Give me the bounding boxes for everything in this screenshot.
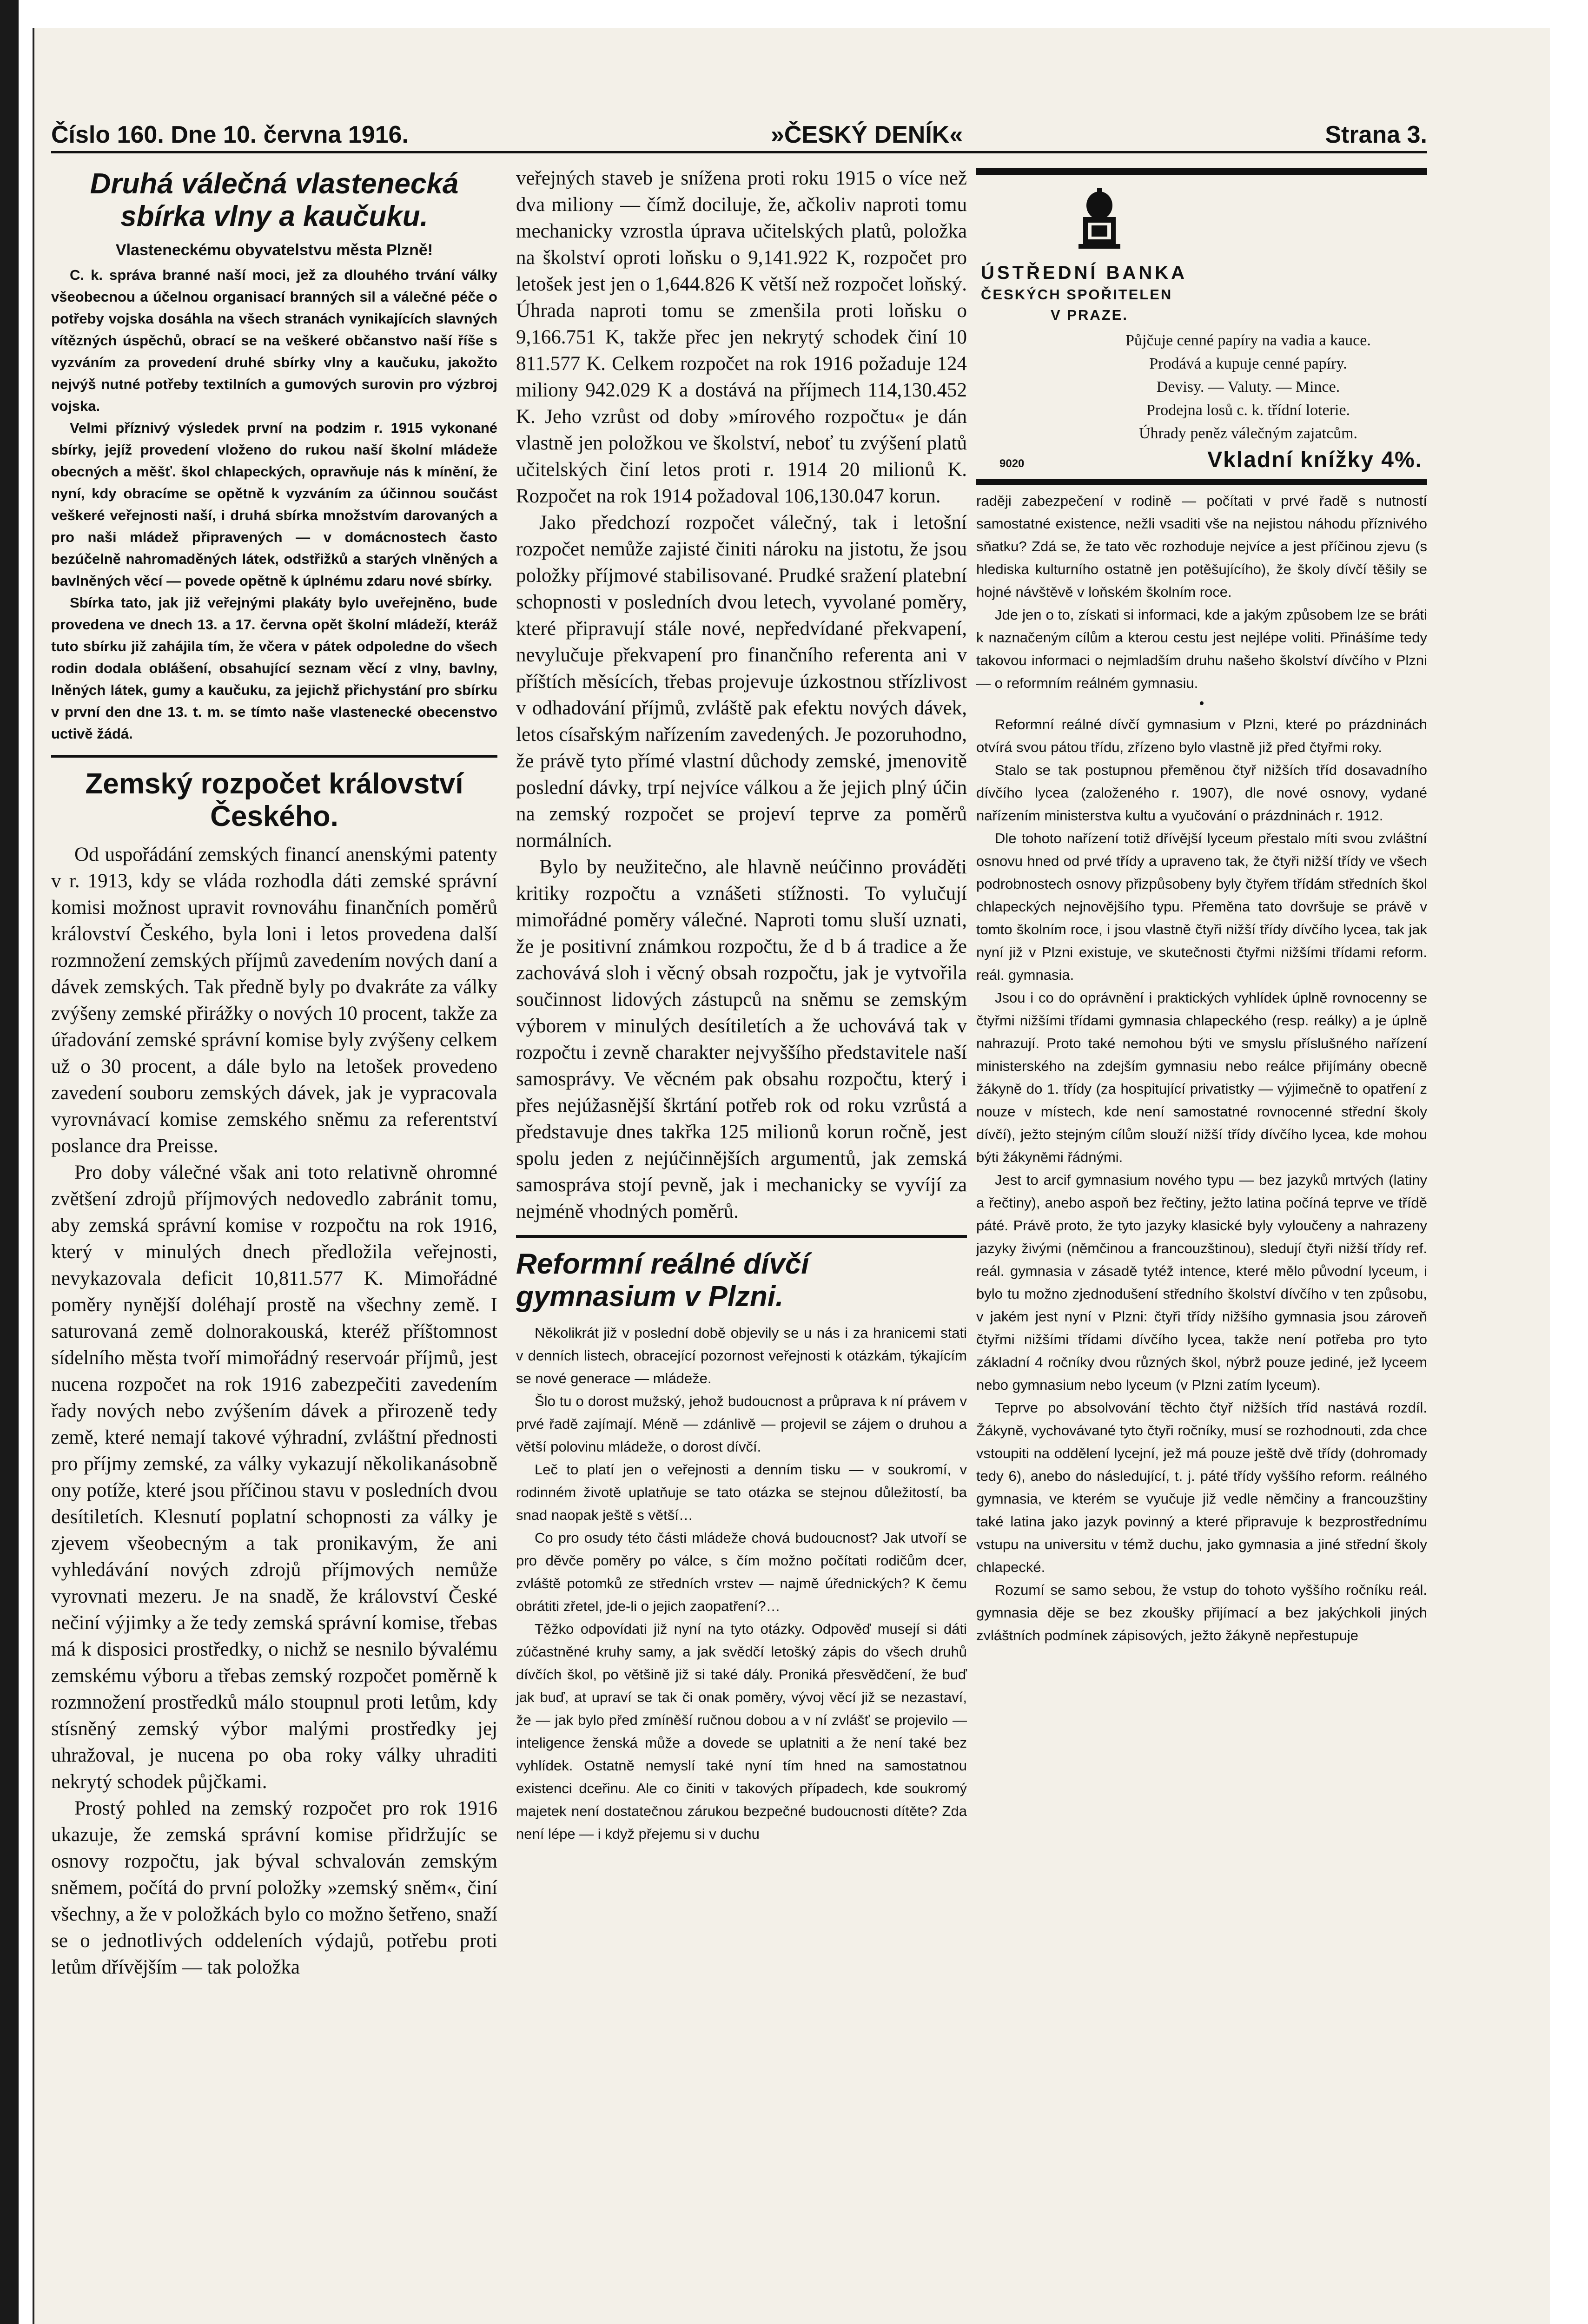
- article-paragraph: Co pro osudy této části mládeže chová budoucnost? Jak utvoří se pro děvče poměry po válce, s čím možno počítati rodičům dcer, zvláště potomků ze středních vrstev — najmě úřednických? K čemu obrátiti zřetel, jde-li o jejich zaopatření?…: [516, 1530, 967, 1614]
- article-paragraph: Od uspořádání zemských financí anenskými patenty v r. 1913, kdy se vláda rozhodla dáti zemské správní komisi možnost upravit rovnováhu finančních poměrů království Českého, byla loni i letos provedena další rozmnožení zemských příjmů zavedením nových daní a dávek zemských. Tak předně byly po dvakráte za války zvýšeny zemské přirážky o nových 10 procent, takže za úřadování zemské správní komise byly zvýšeny celkem už o 30 procent, a dále bylo na letošek provedeno zavedení souboru zemských dávek, jak je vypracovala vyrovnávací komise zemského sněmu za referentství poslance dra Preisse.: [51, 844, 498, 1157]
- page-edge-shadow: [0, 0, 19, 2324]
- article-paragraph: C. k. správa branné naší moci, jež za dlouhého trvání války všeobecnou a účelnou organisací branných sil a válečné péče o potřeby vojska dosáhla na všech stranách vynikajících slavných vítězných úspěchů, obrací se na veškeré občanstvo naší říše s vyzváním za provedení druhé sbírky vlny a kaučuku, jakožto nejvýš nutné potřeby textilních a gumových surovin pro výzbroj vojska.: [51, 267, 497, 414]
- article-paragraph: Teprve po absolvování těchto čtyř nižších tříd nastává rozdíl. Žákyně, vychovávané tyto čtyři ročníky, musí se rozhodnouti, zda chce vstoupiti na oddělení lycejní, jež má pouze ještě dvě třídy (dohromady tedy 6), anebo do následující, t. j. páté třídy vyššího reform. reálného gymnasia, ve kterém se vyučuje již vedle němčiny a francouzštiny také latina jako jazyk povinný a které připravuje k bezprostřednímu vstupu na universitu v témž duchu, jako gymnasia a jiné střední školy chlapecké.: [976, 1400, 1427, 1575]
- bank-service-line: Půjčuje cenné papíry na vadia a kauce.: [1125, 332, 1371, 349]
- article-paragraph: Jde jen o to, získati si informaci, kde a jakým způsobem lze se bráti k naznačeným cílům a kterou cestu jest nejlépe voliti. Přinášíme tedy takovou informaci o nejmladším druhu našeho školství dívčího v Plzni — o reformním reálném gymnasiu.: [976, 607, 1427, 691]
- section-divider: [51, 755, 497, 758]
- header-paper-title: »ČESKÝ DENÍK«: [771, 121, 963, 148]
- article-paragraph: Stalo se tak postupnou přeměnou čtyř nižších tříd dosavadního dívčího lycea (založeného r. 1907), dle nové osnovy, vydané nařízením ministerstva kultu a vyučování o prázdninách r. 1912.: [976, 762, 1427, 824]
- bank-services: [981, 329, 1423, 445]
- bank-city: V PRAZE.: [1051, 307, 1128, 323]
- article-paragraph: Dle tohoto nařízení totiž dřívější lyceum přestalo míti svou zvláštní osnovu hned od prvé třídy a upraveno tak, že čtyři nižší třídy ve všech podrobnostech osnovy přizpůsobeny byly čtyřem třídám středních škol chlapeckých nejnovějšího typu. Přeměna tato dovršuje se právě v tomto školním roce, i jsou vlastně čtyři nižší třídy dívčího lycea, tak jak nyní již v Plzni existuje, ve skutečnosti čtyřmi nižšími třídami reform. reál. gymnasia.: [976, 830, 1427, 983]
- article-paragraph: Jako předchozí rozpočet válečný, tak i letošní rozpočet nemůže zajisté činiti nároku na jistotu, že jsou položky příjmové stabilisované. Prudké sražení platební schopnosti v posledních dvou letech, vyvolané poměry, které připravují stále nové, nepředvídané překvapení, nevylučuje překvapení pro finančního referenta ani v příštích měsících, třebas projevuje úzkostnou střízlivost v odhadování příjmů, zvláště pak efektu nových dávek, letos císařským nařízením zavedených. Je pozoruhodno, že právě tyto přímé vlastní důchody zemské, jmenovitě poslední dávky, trpí nejvíce válkou a že jejich plný účin na zemský rozpočet se projeví teprve za poměrů normálních.: [516, 512, 967, 852]
- article-title-rozpocet: Zemský rozpočet království Českého.: [85, 768, 463, 832]
- bank-emblem-icon: [1069, 185, 1130, 254]
- bank-name: ÚSTŘEDNÍ BANKA: [981, 263, 1187, 283]
- article-paragraph: Prostý pohled na zemský rozpočet pro rok 1916 ukazuje, že zemská správní komise přidržujíc se osnovy rozpočtu, jak býval schvalován zemským sněmem, počítá do první položky »zemský sněm«, činí všechny, a že v položkách bylo co možno šetřeno, snaží se o jednotlivých oddeleních výdajů, potřebu proti letům dřívějším — tak položka: [51, 1797, 497, 1978]
- article-paragraph: raději zabezpečení v rodině — počítati v prvé řadě s nutností samostatné existence, nežli vsaditi vše na nejistou náhodu příznivého sňatku? Zdá se, že tato věc rozhoduje nejvíce a jest příčinou zjevu (s hlediska kulturního ostatně jen potěšujícího), že školy dívčí těšily se hojné návštěvě v loňském školním roce.: [976, 493, 1427, 600]
- article-title-gymnasium: Reformní reálné dívčí gymnasium v Plzni.: [516, 1248, 809, 1313]
- article-paragraph: Pro doby válečné však ani toto relativně ohromné zvětšení zdrojů příjmových nedovedlo zabránit tomu, aby zemská správní komise v rozpočtu na rok 1916, který v minulých dnech předložila veřejnosti, nevykazovala deficit 10,811.577 K. Mimořádné poměry nynější doléhají prostě na všechny země. I saturovaná země dolnorakouská, kteréž příštomnost sídelního města tvoří mimořádný reservoár příjmů, jest nucena rozpočet na rok 1916 zabezpečiti zavedením řady nových nebo zvýšením dávek a přirozeně tedy země, které nemají takové výhradní, zvláštní přednosti pro příjmy zemské, za války vykazují několikanásobně ony potíže, které jsou příčinou stavu v posledních dvou desítiletích. Klesnutí poplatní schopnosti za války je zjevem všeobecným a tak pronikavým, že ani vyhledávání nových zdrojů příjmových nemůže vyrovnati mezeru. Je na snadě, že království České nečiní výjimky a že tedy zemská správní komise, třebas má k disposici prostředky, o nichž se nesnilo bývalému zemskému výboru a třebas zemský rozpočet poměrně k rozmnožení prostředků málo stoupnul proti letům, kdy stísněný zemský výbor malými prostředky jej uhražoval, je nucena po oba roky války uhraditi nekrytý schodek půjčkami.: [51, 1162, 497, 1793]
- article-paragraph: Velmi příznivý výsledek první na podzim r. 1915 vykonané sbírky, jejíž provedení vloženo do rukou naší školní mládeže obecných a měšť. škol chlapeckých, opravňuje nás k mínění, že nyní, kdy obracíme se opětně k vyzváním za účinnou součást veškeré veřejnosti naší, i druhá sbírka množstvím darovaných a pro naši mládež připravených — v domácnostech často bezúčelně nahromaděných látek, odstřižků a starých vlněných a bavlněných věcí — povede opětně k úplnému zdaru nové sbírky.: [51, 420, 497, 589]
- column-3: [976, 165, 1427, 1647]
- article-paragraph: Jest to arcif gymnasium nového typu — bez jazyků mrtvých (latiny a řečtiny), anebo aspoň bez řečtiny, ježto latina počíná teprve ve třídě páté. Právě proto, že tyto jazyky klasické byly vyloučeny a nahrazeny jazyky živými (němčinou a francouzštinou), sledují čtyři nižší třídy ref. reál. gymnasia v zásadě tytéž intence, které mělo původní lyceum, i bylo tu možno zjednodušení středního školství dívčího v ten způsobu, v jakém jest nyní v Plzni: čtyři třídy nižšího gymnasia jsou zároveň čtyřmi nižšími třídami dívčího lycea, takže není potřeba pro tyto základní 4 ročníky dvou různých škol, nýbrž pouze jediné, jež lyceem nebo gymnasium nebo lyceum (v Plzni zatím lyceum).: [976, 1172, 1427, 1393]
- header-issue-date: Číslo 160. Dne 10. června 1916.: [51, 121, 409, 148]
- bank-advertisement: [976, 168, 1427, 485]
- article-paragraph: Šlo tu o dorost mužský, jehož budoucnost a průprava k ní právem v prvé řadě zajímají. Méně — zdánlivě — projevil se zájem o druhou a větší polovinu mládeže, o dorost dívčí.: [516, 1393, 967, 1455]
- bank-service-line: Prodejna losů c. k. třídní loterie.: [1146, 402, 1350, 419]
- section-divider: [516, 1235, 967, 1238]
- article-title-sbirka: Druhá válečná vlastenecká sbírka vlny a kaučuku.: [90, 168, 459, 232]
- article-paragraph: Leč to platí jen o veřejnosti a denním tisku — v soukromí, v rodinném životě uplatňuje se tato otázka se stejnou důležitostí, ba snad naopak ještě s větší…: [516, 1461, 967, 1523]
- article-paragraph: Sbírka tato, jak již veřejnými plakáty bylo uveřejněno, bude provedena ve dnech 13. a 17. června opět školní mládeží, kteráž tuto sbírku již zahájila tím, že včera v pátek odpoledne do všech rodin dodala oblášení, obsahující seznam věcí z vlny, bavlny, lněných látek, gumy a kaučuku, za jejichž přichystání pro sbírku v první den dne 13. t. m. se tímto naše vlastenecké obecenstvo uctivě žádá.: [51, 594, 497, 742]
- article-paragraph: Reformní reálné dívčí gymnasium v Plzni, které po prázdninách otvírá svou pátou třídu, zřízeno bylo vlastně již před čtyřmi roky.: [976, 716, 1427, 755]
- column-1: [51, 165, 497, 1981]
- ad-number: 9020: [999, 457, 1025, 470]
- bank-service-line: Úhrady peněz válečným zajatcům.: [1138, 425, 1358, 442]
- savings-book-rate: Vkladní knížky 4%.: [1207, 448, 1423, 472]
- article-paragraph: Rozumí se samo sebou, že vstup do tohoto vyššího ročníku reál. gymnasia děje se bez zkoušky přijímací a bez jakýchkoli jiných zvláštních podmínek zápisových, ježto žákyně nepřestupuje: [976, 1582, 1427, 1644]
- article-paragraph: Bylo by neužitečno, ale hlavně neúčinno prováděti kritiky rozpočtu a vznášeti stížnosti. To vylučují mimořádné poměry válečné. Naproti tomu sluší uznati, že je positivní známkou rozpočtu, že d b á tradice a že zachovává sloh i věcný obsah rozpočtu, jak je vytvořila součinnost lidových zástupců na sněmu se zemským výborem v minulých desítiletích a že uchovává tak v rozpočtu i zevně charakter nejvyššího představitele naší samosprávy. Ve věcném pak obsahu rozpočtu, který i přes nejúžasnější škrtání potřeb rok od roku vzrůstá a představuje dnes takřka 125 milionů korun ročně, jest spolu jeden z nejúčinnějších argumentů, jak zemská samospráva stojí pevně, jak i mechanicky se vyvíjí za nejméně vhodných poměrů.: [516, 856, 967, 1222]
- article-paragraph: Jsou i co do oprávnění i praktických vyhlídek úplně rovnocenny se čtyřmi nižšími třídami gymnasia chlapeckého (resp. reálky) a je úplně nahrazují. Proto také nemohou býti ve smyslu příslušného nařízení ministerského na zdejším gymnasiu nebo reálce přijímány obecně žákyně do 1. třídy (za hospitující privatistky — výjimečně to opatření z nouze v místech, kde není samostatné rovnocenné střední školy dívčí), ježto stejným cílům slouží nižší třídy dívčího lycea, kde mohou býti žákyněmi řádnými.: [976, 990, 1427, 1165]
- column-2: [516, 165, 967, 1845]
- separator-dot: •: [1199, 695, 1204, 712]
- article-paragraph: Několikrát již v poslední době objevily se u nás i za hranicemi stati v denních listech, obracející pozornost veřejnosti k otázkám, týkajícím se nové generace — mládeže.: [516, 1325, 967, 1386]
- header-page-number: Strana 3.: [1325, 121, 1427, 148]
- bank-service-line: Prodává a kupuje cenné papíry.: [1149, 355, 1347, 372]
- bank-name-line2: ČESKÝCH SPOŘITELEN: [981, 286, 1173, 303]
- bank-service-line: Devisy. — Valuty. — Mince.: [1156, 378, 1340, 396]
- page-header: [51, 119, 1427, 153]
- article-paragraph: veřejných staveb je snížena proti roku 1915 o více než dva miliony — čímž dociluje, že, ačkoliv naproti tomu mechanicky vzrostla úprava učitelských platů, položka na školství oproti loňsku o 9,141.922 K, rozpočet pro letošek jest jen o 1,644.826 K větší než rozpočet loňský. Úhrada naproti tomu se zmenšila proti loňsku o 9,166.751 K, takže přec jen nekrytý schodek činí 10 811.577 K. Celkem rozpočet na rok 1916 požaduje 124 miliony 942.029 K a dostává na příjmech 114,130.452 K. Jeho vzrůst od doby »mírového rozpočtu« je dán vlastně jen položkou ve školství, neboť tu zvýšení platů učitelských činí letos proti r. 1914 20 milionů K. Rozpočet na rok 1914 požadoval 106,130.047 korun.: [516, 167, 967, 507]
- article-address: Vlasteneckému obyvatelstvu města Plzně!: [115, 241, 433, 259]
- article-paragraph: Těžko odpovídati již nyní na tyto otázky. Odpověď musejí si dáti zúčastněné kruhy samy, a jak svědčí letošký zápis do všech druhů dívčích škol, po většině již si také dály. Proniká přesvědčení, že buď jak buď, at upraví se tak či onak poměry, vývoj věcí již se nezastaví, že — jak bylo před zmíněší ručnou dobou a v ní zvlášť se projevilo — inteligence ženská může a dovede se uplatniti a že není také bez vyhlídek. Ostatně nemyslí také nyní tím hned na samostatnou existenci dceřinu. Ale co činiti v takových případech, kde soukromý majetek není dostatečnou zárukou bezpečné budoucnosti dítěte? Zda není lépe — i když přejemu si v duchu: [516, 1621, 967, 1842]
